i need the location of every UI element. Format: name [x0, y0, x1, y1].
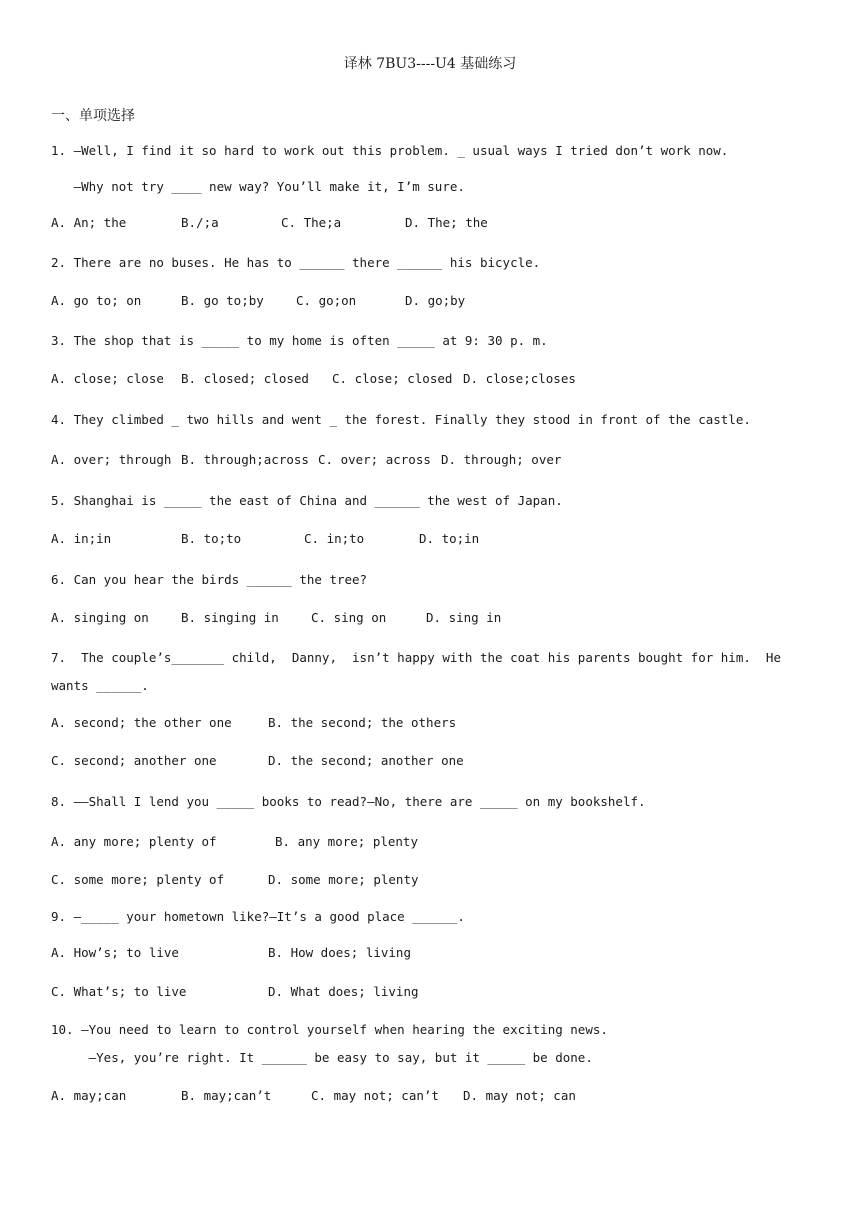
question-3-stem: 3. The shop that is _____ to my home is often _____ at 9: 30 p. m. [51, 333, 548, 348]
question-4-option-a: A. over; through [51, 452, 172, 467]
question-10-option-a: A. may;can [51, 1088, 127, 1103]
question-10-stem-line-2: —Yes, you’re right. It ______ be easy to say, but it _____ be done. [51, 1050, 593, 1065]
document-title: 译林 7BU3----U4 基础练习 [343, 56, 517, 72]
question-9-option-a: A. How’s; to live [51, 945, 179, 960]
question-7-option-b: B. the second; the others [268, 715, 457, 730]
question-6-option-a: A. singing on [51, 610, 149, 625]
question-8-option-d: D. some more; plenty [268, 872, 419, 887]
question-3-option-d: D. close;closes [463, 371, 576, 386]
question-10-stem-line-1: 10. —You need to learn to control yourself when hearing the exciting news. [51, 1022, 608, 1037]
question-4-option-d: D. through; over [441, 452, 562, 467]
question-1-option-a: A. An; the [51, 215, 127, 230]
question-7-stem-line-2: wants ______. [51, 678, 149, 693]
question-6-option-c: C. sing on [311, 610, 387, 625]
question-1-option-d: D. The; the [405, 215, 488, 230]
question-1-option-b: B./;a [181, 215, 219, 230]
question-6-stem: 6. Can you hear the birds ______ the tree? [51, 572, 368, 587]
question-6-option-d: D. sing in [426, 610, 502, 625]
question-4-option-b: B. through;across [181, 452, 309, 467]
section-heading: 一、单项选择 [51, 108, 135, 124]
question-1-option-c: C. The;a [281, 215, 342, 230]
question-5-option-d: D. to;in [419, 531, 480, 546]
question-8-option-b: B. any more; plenty [275, 834, 418, 849]
question-3-option-c: C. close; closed [332, 371, 453, 386]
question-9-option-d: D. What does; living [268, 984, 419, 999]
question-5-stem: 5. Shanghai is _____ the east of China and ______ the west of Japan. [51, 493, 563, 508]
question-9-option-c: C. What’s; to live [51, 984, 187, 999]
question-5-option-b: B. to;to [181, 531, 242, 546]
question-2-option-a: A. go to; on [51, 293, 142, 308]
question-1-stem-line-1: 1. —Well, I find it so hard to work out this problem. _ usual ways I tried don’t work now. [51, 143, 729, 158]
question-5-option-c: C. in;to [304, 531, 365, 546]
question-9-stem: 9. —_____ your hometown like?—It’s a good place ______. [51, 909, 465, 924]
question-3-option-a: A. close; close [51, 371, 164, 386]
question-10-option-d: D. may not; can [463, 1088, 576, 1103]
question-2-stem: 2. There are no buses. He has to ______ there ______ his bicycle. [51, 255, 541, 270]
question-5-option-a: A. in;in [51, 531, 112, 546]
question-7-option-c: C. second; another one [51, 753, 217, 768]
question-2-option-c: C. go;on [296, 293, 357, 308]
question-2-option-d: D. go;by [405, 293, 466, 308]
question-3-option-b: B. closed; closed [181, 371, 309, 386]
question-10-option-c: C. may not; can’t [311, 1088, 439, 1103]
question-4-option-c: C. over; across [318, 452, 431, 467]
question-1-stem-line-2: —Why not try ____ new way? You’ll make it, I’m sure. [51, 179, 465, 194]
question-8-option-a: A. any more; plenty of [51, 834, 217, 849]
question-7-option-d: D. the second; another one [268, 753, 464, 768]
question-2-option-b: B. go to;by [181, 293, 264, 308]
question-9-option-b: B. How does; living [268, 945, 411, 960]
question-4-stem: 4. They climbed _ two hills and went _ the forest. Finally they stood in front of the castle. [51, 412, 751, 427]
question-8-stem: 8. ——Shall I lend you _____ books to read?—No, there are _____ on my bookshelf. [51, 794, 646, 809]
question-7-option-a: A. second; the other one [51, 715, 232, 730]
question-6-option-b: B. singing in [181, 610, 279, 625]
question-8-option-c: C. some more; plenty of [51, 872, 225, 887]
question-7-stem-line-1: 7. The couple’s_______ child, Danny, isn’t happy with the coat his parents bought for him. He [51, 650, 781, 665]
question-10-option-b: B. may;can’t [181, 1088, 272, 1103]
